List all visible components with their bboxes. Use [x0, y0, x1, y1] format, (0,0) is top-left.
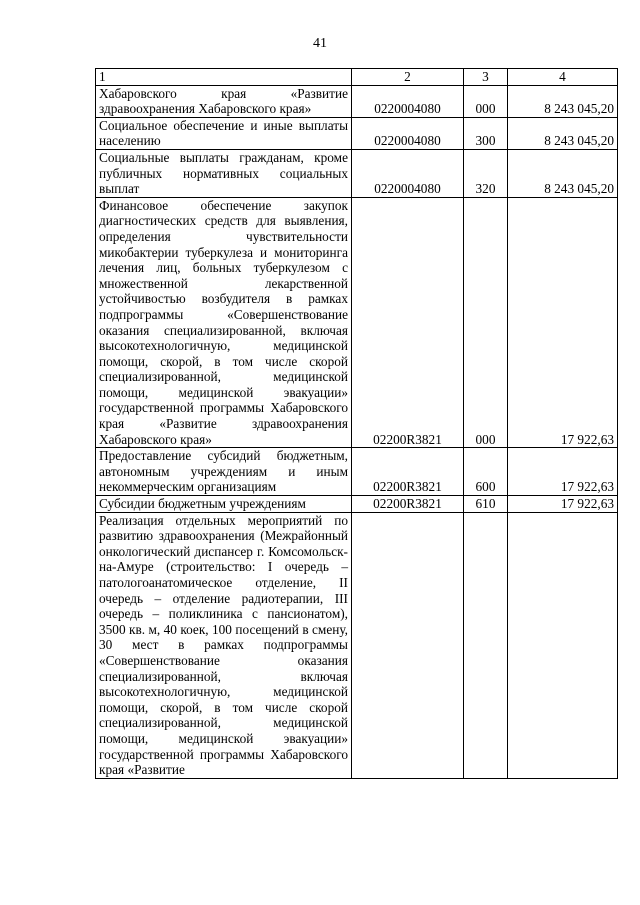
table-row — [96, 85, 618, 117]
table-row — [96, 448, 618, 496]
row-name-text: Хабаровского края «Развитие здравоохранения Хабаровского края» — [99, 85, 348, 117]
row-code: 02200R3821 — [352, 496, 464, 513]
row-name-text: Финансовое обеспечение закупок диагностических средств для выявления, определения чувствительности микобактерии туберкулеза и мониторинга лечения лиц, больных туберкулезом с множественной лекарственной устойчивостью возбудителя в рамках подпрограммы «Совершенствование оказания специализированной, включая высокотехнологичную, медицинской помощи, скорой, в том числе скорой специализированной, медицинской помощи, медицинской эвакуации» государственной программы Хабаровского края «Развитие здравоохранения Хабаровского края» — [99, 197, 348, 447]
row-name-text: Субсидии бюджетным учреждениям — [99, 496, 306, 512]
row-name — [96, 149, 352, 197]
row-type: 300 — [464, 117, 508, 149]
row-type — [464, 512, 508, 778]
row-amount: 17 922,63 — [508, 197, 618, 448]
table-row — [96, 117, 618, 149]
row-name — [96, 197, 352, 448]
header-col-3: 3 — [464, 69, 508, 86]
row-type: 600 — [464, 448, 508, 496]
row-name-text: Социальные выплаты гражданам, кроме публичных нормативных социальных выплат — [99, 149, 348, 197]
row-code: 02200R3821 — [352, 197, 464, 448]
row-code: 02200R3821 — [352, 448, 464, 496]
table-row — [96, 197, 618, 448]
table-row — [96, 149, 618, 197]
row-type: 000 — [464, 85, 508, 117]
row-type: 000 — [464, 197, 508, 448]
row-amount — [508, 512, 618, 778]
row-code: 0220004080 — [352, 85, 464, 117]
row-name — [96, 117, 352, 149]
row-name — [96, 448, 352, 496]
row-code: 0220004080 — [352, 117, 464, 149]
row-code — [352, 512, 464, 778]
row-amount: 8 243 045,20 — [508, 85, 618, 117]
row-name-text: Предоставление субсидий бюджетным, автономным учреждениям и иным некоммерческим организациям — [99, 448, 348, 495]
row-type: 320 — [464, 149, 508, 197]
header-col-1: 1 — [96, 69, 352, 86]
table-row — [96, 496, 618, 513]
budget-table — [95, 68, 618, 779]
header-col-2: 2 — [352, 69, 464, 86]
row-code: 0220004080 — [352, 149, 464, 197]
page-number: 41 — [313, 36, 327, 51]
row-amount: 17 922,63 — [508, 448, 618, 496]
row-amount: 17 922,63 — [508, 496, 618, 513]
row-type: 610 — [464, 496, 508, 513]
table-row — [96, 512, 618, 778]
row-name — [96, 496, 352, 513]
row-name-text: Реализация отдельных мероприятий по развитию здравоохранения (Межрайонный онкологический диспансер г. Комсомольск-на-Амуре (строительство: I очередь – патологоанатомическое отделение, II очередь – отделение радиотерапии, III очередь – поликлиника с пансионатом), 3500 кв. м, 40 коек, 100 посещений в смену, 30 мест в рамках подпрограммы «Совершенствование оказания специализированной, включая высокотехнологичную, медицинской помощи, скорой, в том числе скорой специализированной, медицинской помощи, медицинской эвакуации» государственной программы Хабаровского края «Развитие — [99, 512, 348, 778]
row-name-text: Социальное обеспечение и иные выплаты населению — [99, 117, 348, 149]
row-amount: 8 243 045,20 — [508, 149, 618, 197]
table-header-row — [96, 69, 618, 86]
row-name — [96, 512, 352, 778]
row-name — [96, 85, 352, 117]
header-col-4: 4 — [508, 69, 618, 86]
row-amount: 8 243 045,20 — [508, 117, 618, 149]
